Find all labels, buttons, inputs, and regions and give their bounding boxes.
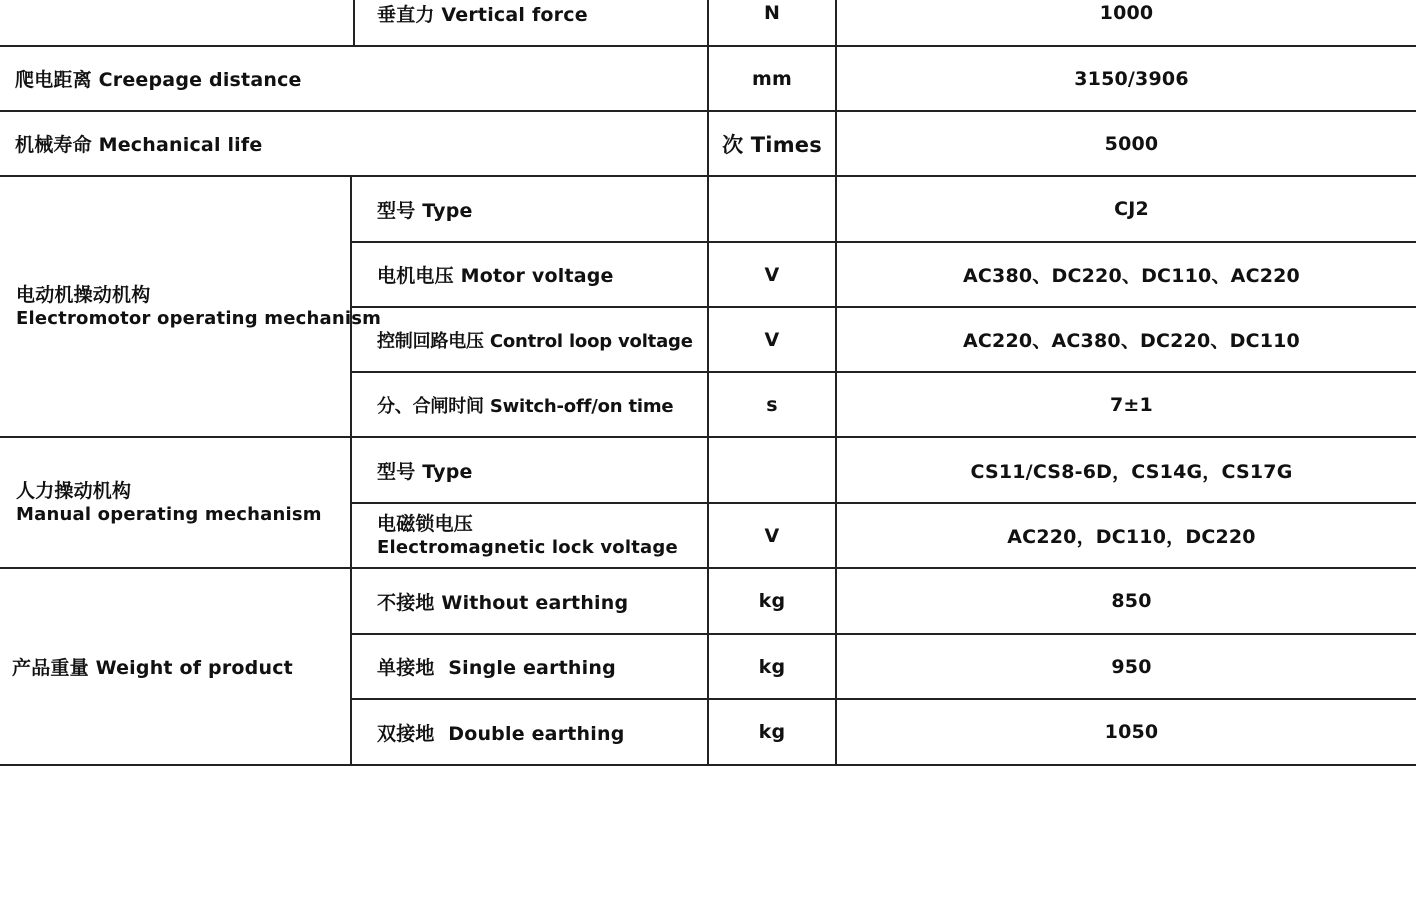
value-without-earthing: 850 xyxy=(1111,590,1152,612)
unit-motor-voltage: V xyxy=(764,263,780,286)
unit-manual-type xyxy=(709,438,835,502)
param-vertical-force: 垂直力 Vertical force xyxy=(377,3,588,26)
column-divider xyxy=(353,0,355,45)
value-motor-voltage: AC380、DC220、DC110、AC220 xyxy=(963,265,1300,287)
unit-single-earthing: kg xyxy=(758,655,786,678)
unit-motor-type xyxy=(709,177,835,241)
param-motor-type: 型号 Type xyxy=(377,199,473,222)
param-double-earthing: 双接地 Double earthing xyxy=(377,722,625,745)
value-single-earthing: 950 xyxy=(1111,655,1152,678)
unit-without-earthing: kg xyxy=(758,590,786,612)
param-switch-time: 分、合闸时间 Switch-off/on time xyxy=(377,395,674,417)
unit-vertical-force: N xyxy=(763,2,781,24)
value-lock-voltage: AC220，DC110，DC220 xyxy=(1007,526,1256,548)
unit-lock-voltage: V xyxy=(764,524,780,547)
value-control-voltage: AC220、AC380、DC220、DC110 xyxy=(963,330,1300,352)
param-single-earthing: 单接地 Single earthing xyxy=(377,657,616,679)
value-manual-type: CS11/CS8-6D，CS14G，CS17G xyxy=(970,460,1293,483)
value-switch-time: 7±1 xyxy=(1110,393,1153,416)
value-double-earthing: 1050 xyxy=(1104,721,1159,743)
label-electromotor-cn: 电动机操动机构 xyxy=(16,283,151,306)
label-manual-mechanism xyxy=(16,438,350,567)
label-electromotor-en: Electromotor operating mechanism xyxy=(16,307,382,329)
label-manual-en: Manual operating mechanism xyxy=(16,503,322,525)
column-divider xyxy=(350,175,352,765)
label-mechanical-life: 机械寿命 Mechanical life xyxy=(15,134,263,156)
param-manual-type: 型号 Type xyxy=(377,460,473,483)
param-motor-voltage: 电机电压 Motor voltage xyxy=(377,265,614,287)
unit-control-voltage: V xyxy=(764,328,780,351)
param-without-earthing: 不接地 Without earthing xyxy=(377,591,629,614)
unit-switch-time: s xyxy=(766,393,778,416)
unit-double-earthing: kg xyxy=(758,721,786,743)
param-lock-voltage-cn: 电磁锁电压 xyxy=(377,512,474,535)
value-motor-type: CJ2 xyxy=(1114,198,1149,220)
unit-creepage: mm xyxy=(752,67,792,90)
label-weight: 产品重量 Weight of product xyxy=(12,657,293,679)
label-electromotor-mechanism xyxy=(16,177,382,436)
label-manual-cn: 人力操动机构 xyxy=(16,479,132,502)
label-creepage: 爬电距离 Creepage distance xyxy=(15,69,302,91)
param-control-voltage: 控制回路电压 Control loop voltage xyxy=(377,330,693,352)
unit-mechanical-life: 次 Times xyxy=(722,132,822,157)
param-lock-voltage-en: Electromagnetic lock voltage xyxy=(377,536,678,558)
value-mechanical-life: 5000 xyxy=(1104,132,1159,155)
param-lock-voltage xyxy=(377,504,707,567)
value-creepage: 3150/3906 xyxy=(1074,67,1189,90)
value-vertical-force: 1000 xyxy=(1099,2,1154,24)
